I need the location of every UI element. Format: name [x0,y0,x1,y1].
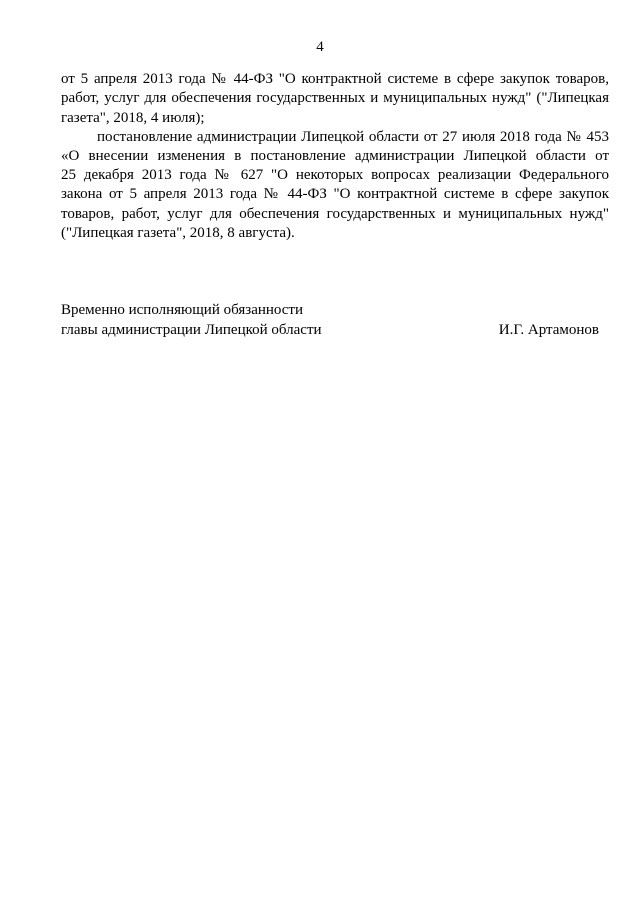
paragraph-line: 25 декабря 2013 года № 627 "О некоторых вопросах реализации Федерального [61,167,609,184]
signatory-position-line-2: главы администрации Липецкой области [61,322,322,338]
paragraph-line: ("Липецкая газета", 2018, 8 августа). [61,224,295,241]
paragraph-line: газета", 2018, 4 июля); [61,109,205,126]
page-number: 4 [316,39,324,55]
paragraph-line: работ, услуг для обеспечения государственных и муниципальных нужд" ("Липецкая [61,90,609,107]
signatory-position-line-1: Временно исполняющий обязанности [61,302,304,318]
paragraph-line: «О внесении изменения в постановление администрации Липецкой области от [61,147,609,164]
paragraph-line: постановление администрации Липецкой области от 27 июля 2018 года № 453 [97,128,609,145]
signatory-name: И.Г. Артамонов [498,322,599,338]
paragraph-line: от 5 апреля 2013 года № 44-ФЗ "О контрактной системе в сфере закупок товаров, [61,71,609,87]
signature-position-row-1 [61,300,599,320]
signature-block [61,300,599,340]
paragraph-line: товаров, работ, услуг для обеспечения государственных и муниципальных нужд" [61,205,609,222]
signature-position-row-2 [61,320,599,340]
paragraph-1 [61,70,609,128]
paragraph-2 [61,128,609,244]
paragraph-line: закона от 5 апреля 2013 года № 44-ФЗ "О контрактной системе в сфере закупок [61,186,609,203]
